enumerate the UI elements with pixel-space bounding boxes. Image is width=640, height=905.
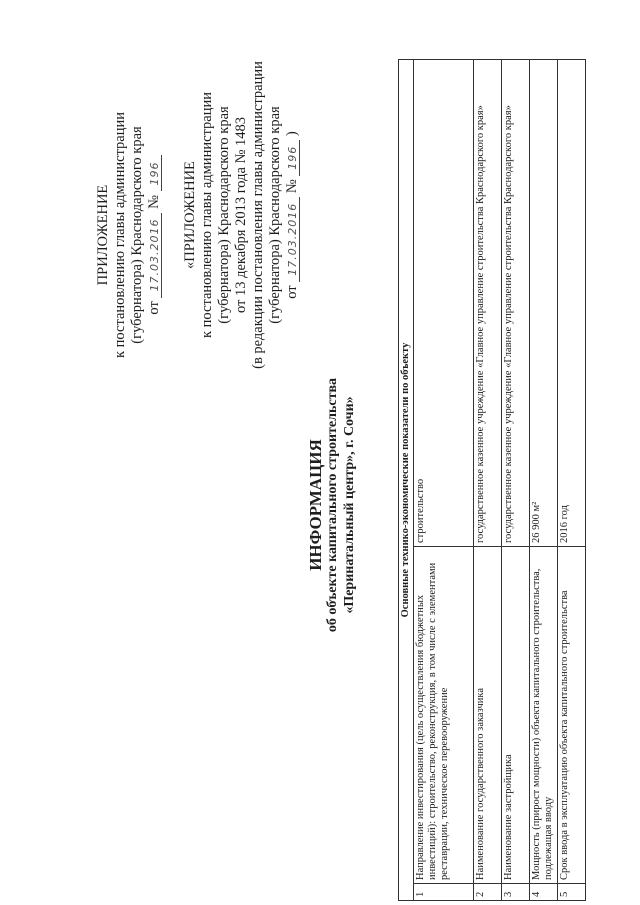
handwritten-number: 196 bbox=[286, 140, 300, 176]
row-name: Мощность (прирост мощности) объекта капитального строительства, подлежащая вводу bbox=[530, 547, 558, 884]
handwritten-date: 17.03.2016 bbox=[148, 213, 162, 298]
appendix-block bbox=[95, 65, 163, 405]
row-value: государственное казенное учреждение «Главное управление строительства Краснодарского края» bbox=[474, 60, 502, 547]
close-paren: ) bbox=[284, 131, 300, 137]
appendix-quote-line: (губернатора) Краснодарского края bbox=[267, 106, 283, 324]
row-name: Наименование застройщика bbox=[502, 547, 530, 884]
appendix-quote-line: к постановлению главы администрации bbox=[199, 91, 215, 339]
indicators-table bbox=[398, 59, 586, 901]
handwritten-date: 17.03.2016 bbox=[286, 197, 300, 282]
table-header: Основные технико-экономические показатели по объекту bbox=[399, 60, 414, 901]
table-row bbox=[414, 60, 474, 901]
appendix-quote-date-line bbox=[284, 25, 301, 405]
appendix-quote-title: «ПРИЛОЖЕНИЕ bbox=[182, 161, 198, 269]
appendix-quote-line: от 13 декабря 2013 года № 1483 bbox=[233, 116, 249, 314]
from-label: от bbox=[146, 301, 162, 315]
number-label: № bbox=[146, 195, 162, 209]
appendix-quote-block bbox=[182, 25, 301, 405]
appendix-quote-line: (в редакции постановления главы администрации bbox=[250, 61, 266, 369]
from-label: от bbox=[284, 285, 300, 299]
row-value: государственное казенное учреждение «Главное управление строительства Краснодарского края» bbox=[502, 60, 530, 547]
row-number: 5 bbox=[558, 884, 586, 901]
row-number: 2 bbox=[474, 884, 502, 901]
document-title bbox=[307, 225, 358, 785]
row-name: Направление инвестирования (цель осуществления бюджетных инвестиций): строительство, реконструкция, в том числе с элементами реставрации, техническое перевооружение bbox=[414, 547, 474, 884]
table-row bbox=[474, 60, 502, 901]
table-row bbox=[530, 60, 558, 901]
row-number: 3 bbox=[502, 884, 530, 901]
title-subtitle: об объекте капитального строительства bbox=[325, 377, 340, 633]
row-name: Наименование государственного заказчика bbox=[474, 547, 502, 884]
row-value: 26 900 м² bbox=[530, 60, 558, 547]
title-object-name: «Перинатальный центр», г. Сочи» bbox=[342, 396, 357, 614]
appendix-date-line bbox=[146, 65, 163, 405]
appendix-quote-line: (губернатора) Краснодарского края bbox=[216, 106, 232, 324]
table-row bbox=[558, 60, 586, 901]
title-main: ИНФОРМАЦИЯ bbox=[306, 439, 325, 571]
appendix-line: (губернатора) Краснодарского края bbox=[129, 126, 145, 344]
table-header-row bbox=[399, 60, 414, 901]
row-name: Срок ввода в эксплуатацию объекта капитального строительства bbox=[558, 547, 586, 884]
table-row bbox=[502, 60, 530, 901]
appendix-line: к постановлению главы администрации bbox=[112, 111, 128, 359]
row-value: строительство bbox=[414, 60, 474, 547]
row-number: 1 bbox=[414, 884, 474, 901]
handwritten-number: 196 bbox=[148, 155, 162, 191]
row-number: 4 bbox=[530, 884, 558, 901]
row-value: 2016 год bbox=[558, 60, 586, 547]
number-label: № bbox=[284, 179, 300, 194]
appendix-title: ПРИЛОЖЕНИЕ bbox=[95, 184, 111, 286]
